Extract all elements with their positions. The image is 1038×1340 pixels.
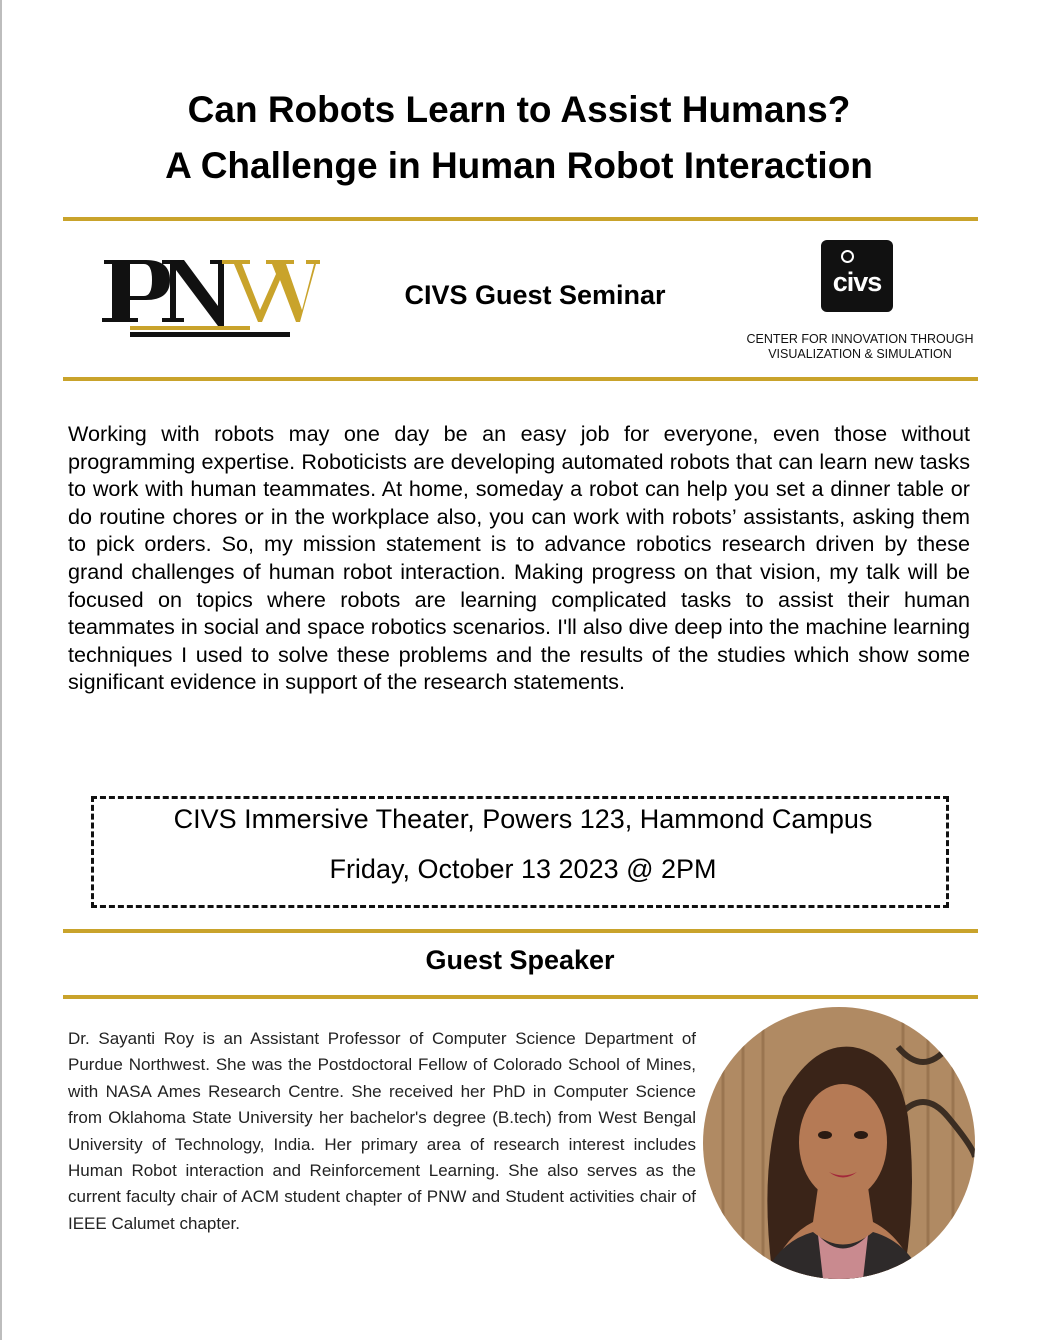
gold-divider (63, 929, 978, 933)
title-line-2: A Challenge in Human Robot Interaction (165, 145, 873, 186)
seminar-label: CIVS Guest Seminar (404, 280, 666, 310)
civs-subtitle-line-2: VISUALIZATION & SIMULATION (768, 347, 952, 361)
speaker-heading: Guest Speaker (425, 945, 615, 975)
speaker-photo (703, 1007, 975, 1279)
gold-divider (63, 377, 978, 381)
civs-logo-text: civs (832, 267, 882, 297)
speaker-bio: Dr. Sayanti Roy is an Assistant Professor of Computer Science Department of Purdue Northwest. She was the Postdoctoral Fellow of Colorado School of Mines, with NASA Ames Research Centre. She received her PhD in Computer Science from Oklahoma State University her bachelor's degree (B.tech) from West Bengal University of Technology, India. Her primary area of research interest includes Human Robot interaction and Reinforcement Learning. She also serves as the current faculty chair of ACM student chapter of PNW and Student activities chair of IEEE Calumet chapter. (68, 1029, 696, 1233)
event-details-box (91, 796, 949, 908)
title-line-1: Can Robots Learn to Assist Humans? (187, 89, 851, 130)
talk-abstract: Working with robots may one day be an easy job for everyone, even those without programming expertise. Roboticists are developing automated robots that can learn new tasks to work with human teammates. At home, someday a robot can help you set a dinner table or do routine chores or in the workplace also, you can work with robots’ assistants, asking them to pick orders. So, my mission statement is to advance robotics research driven by these grand challenges of human robot interaction. Making progress on that vision, my talk will be focused on topics where robots are learning complicated tasks to assist their human teammates in social and space robotics scenarios. I'll also dive deep into the machine learning techniques I used to solve these problems and the results of the studies which show some significant evidence in support of the research statements. (68, 421, 970, 695)
civs-logo (821, 240, 893, 312)
page-left-border (0, 0, 2, 1340)
event-location: CIVS Immersive Theater, Powers 123, Hammond Campus (173, 804, 873, 834)
civs-subtitle-line-1: CENTER FOR INNOVATION THROUGH (746, 332, 974, 346)
gold-divider (63, 995, 978, 999)
civs-subtitle (740, 332, 980, 362)
civs-logo-dot-icon (841, 250, 854, 263)
pnw-logo (100, 256, 320, 340)
event-datetime: Friday, October 13 2023 @ 2PM (329, 854, 717, 884)
gold-divider (63, 217, 978, 221)
